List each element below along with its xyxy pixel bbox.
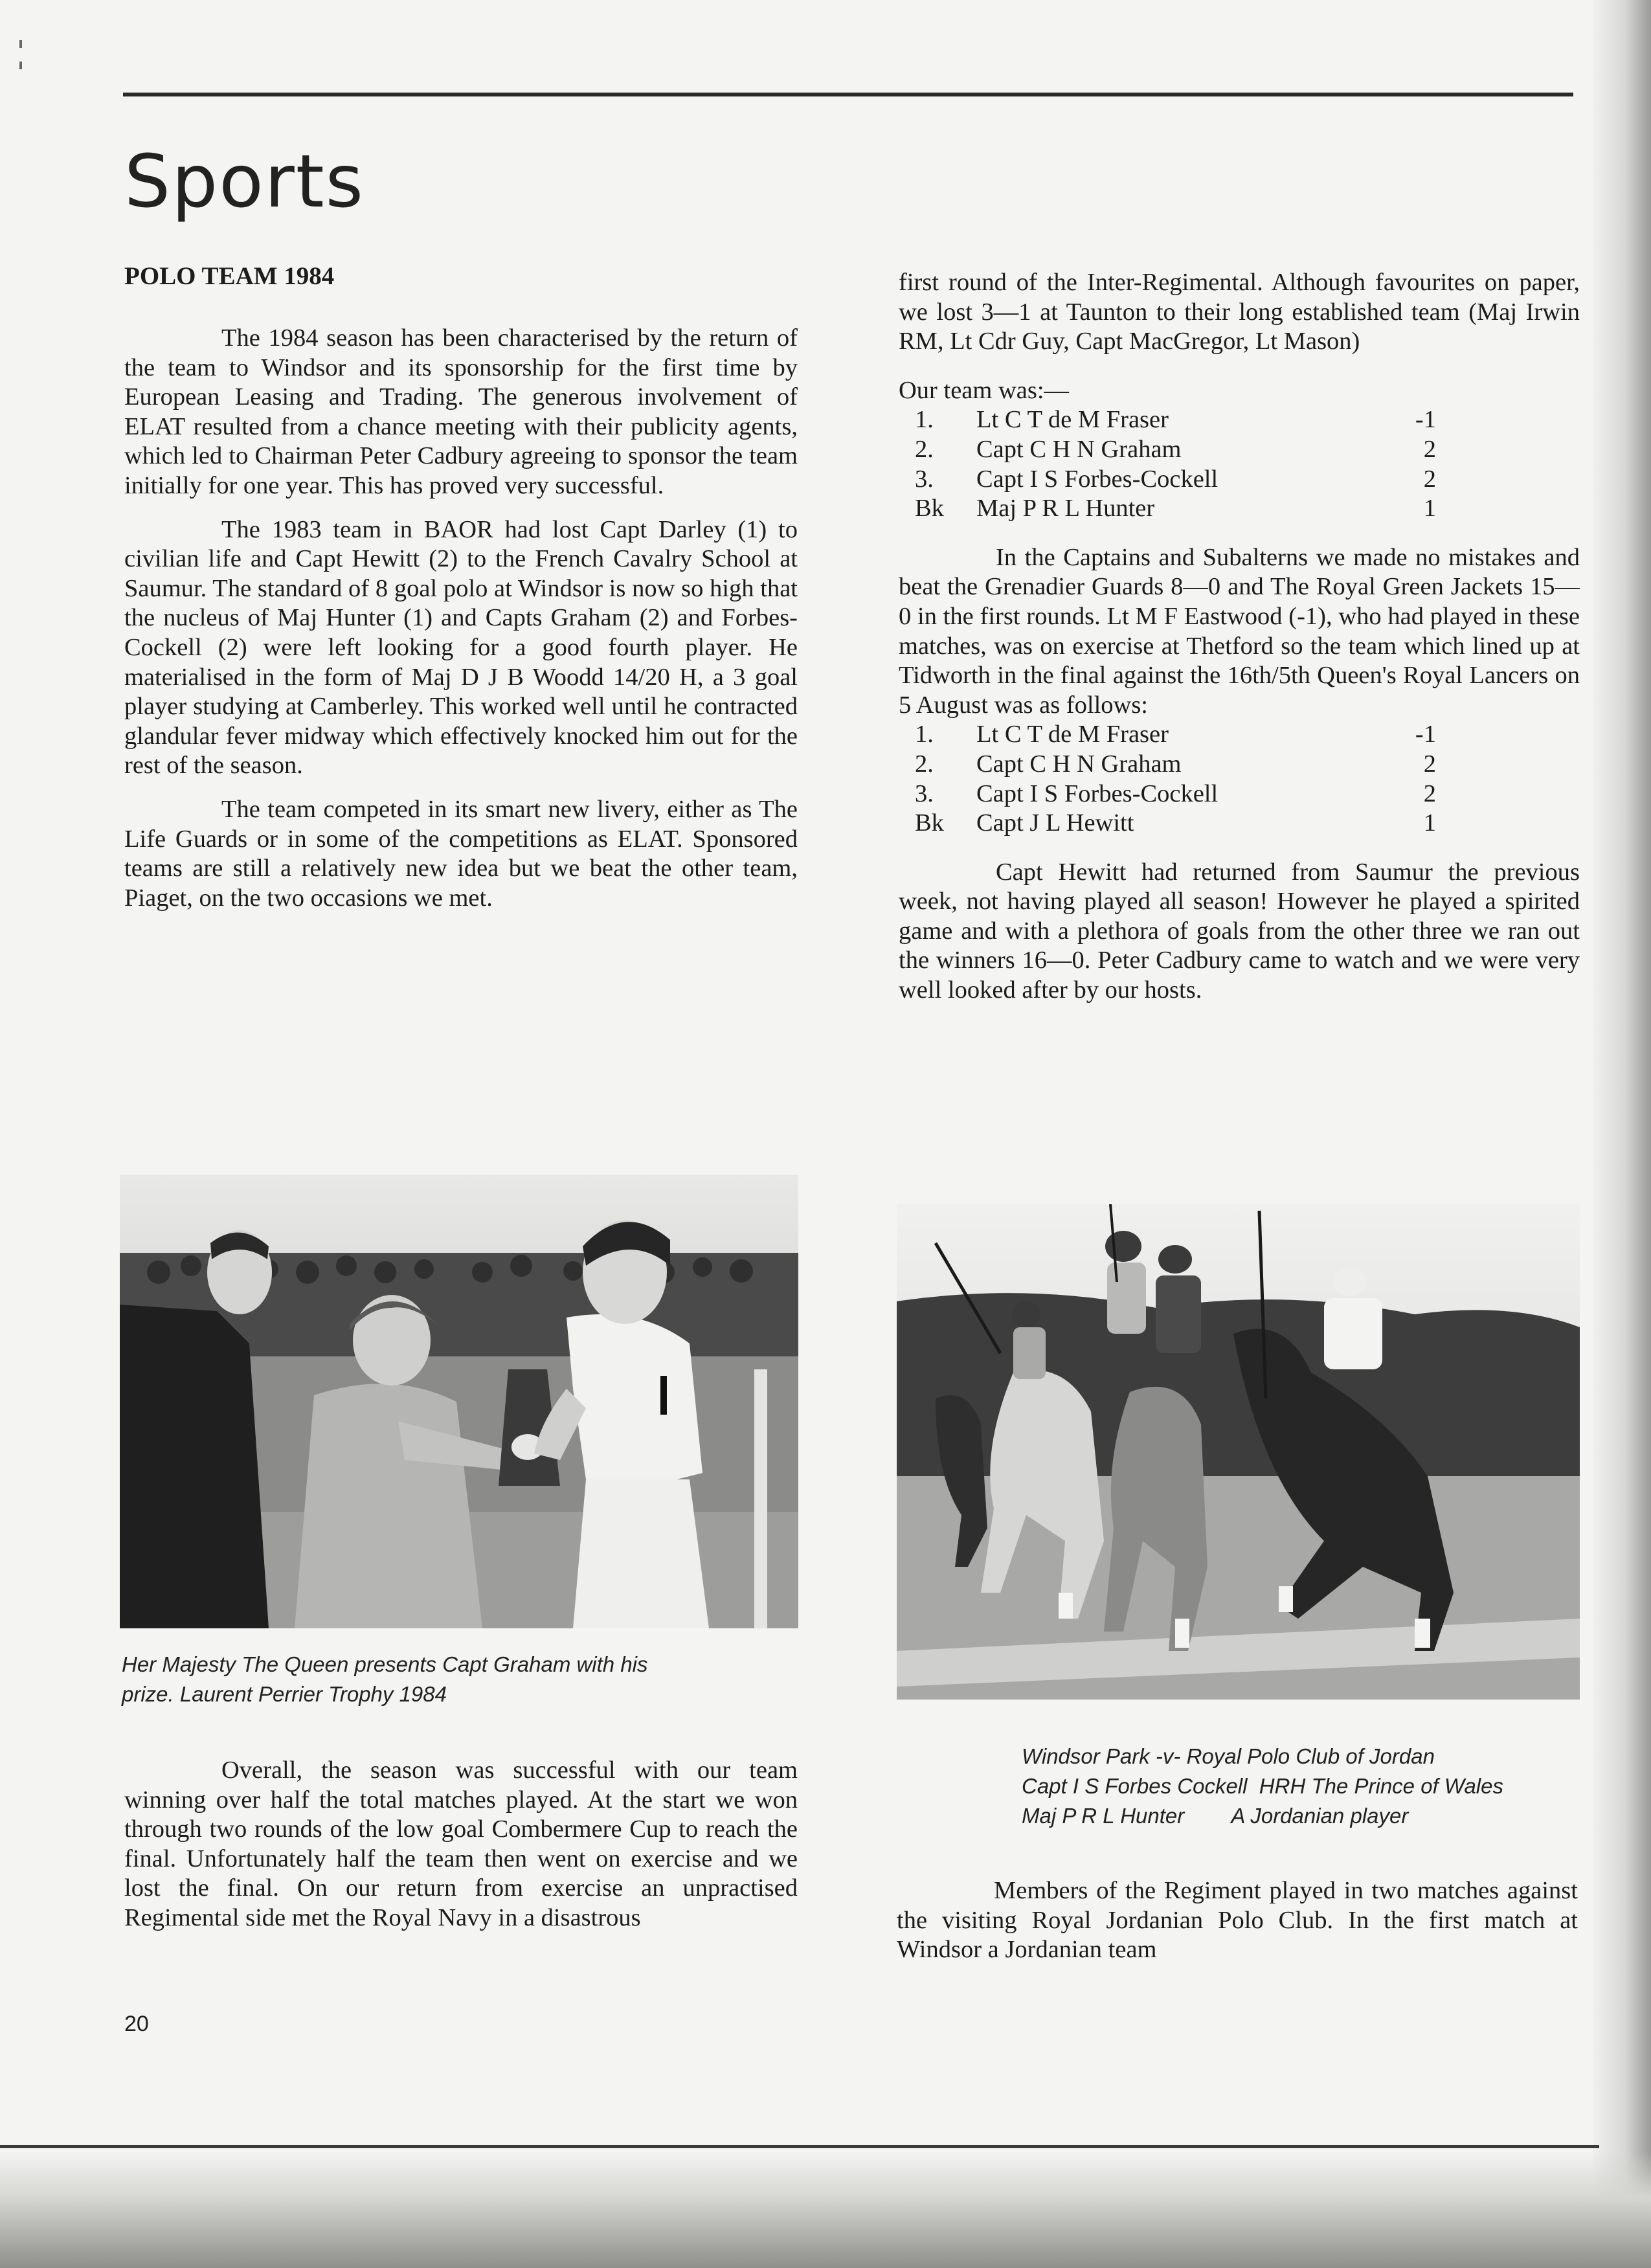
- photo-polo-match: [897, 1204, 1580, 1700]
- table-row: [899, 750, 1462, 780]
- player-name: Capt I S Forbes-Cockell: [976, 780, 1219, 807]
- table-row: [899, 780, 1462, 809]
- player-name: Maj P R L Hunter: [976, 495, 1155, 522]
- trophy-presentation-image: [120, 1175, 798, 1628]
- table-row: [899, 720, 1462, 750]
- caption-line: Capt I S Forbes Cockell HRH The Prince of Wales: [1022, 1774, 1503, 1798]
- right-column-bottom: [897, 1876, 1578, 1965]
- paragraph: The 1984 season has been characterised by the return of the team to Windsor and its sponsorship for the first time by European Leasing and Trading. The generous involvement of ELAT resulted from a chance meeting with their publicity agents, which led to Chairman Peter Cadbury agreeing to sponsor the team initially for one year. This has proved very successful.: [124, 324, 798, 499]
- team-label: Our team was:—: [899, 376, 1070, 404]
- player-handicap: 2: [1423, 780, 1436, 807]
- team-table-inter-regimental: [899, 405, 1462, 523]
- player-name: Capt C H N Graham: [976, 750, 1182, 778]
- left-column-bottom: [124, 1756, 798, 1933]
- player-name: Lt C T de M Fraser: [976, 406, 1169, 434]
- table-row: [899, 809, 1462, 838]
- scan-mark: [19, 62, 22, 69]
- table-row: [899, 435, 1462, 465]
- scan-bottom-edge: [0, 2151, 1651, 2268]
- team-position: Bk: [915, 495, 944, 522]
- player-name: Lt C T de M Fraser: [976, 721, 1169, 748]
- left-photo-caption: [122, 1650, 648, 1709]
- bottom-rule: [0, 2145, 1599, 2148]
- player-handicap: 2: [1423, 435, 1436, 463]
- top-rule: [123, 93, 1573, 96]
- player-handicap: -1: [1415, 721, 1436, 748]
- article-heading: POLO TEAM 1984: [124, 262, 335, 290]
- paragraph: first round of the Inter-Regimental. Although favourites on paper, we lost 3—1 at Taunton to their long established team (Maj Irwin RM, Lt Cdr Guy, Capt MacGregor, Lt Mason): [899, 269, 1580, 355]
- paragraph: Members of the Regiment played in two matches against the visiting Royal Jordanian Polo Club. In the first match at Windsor a Jordanian team: [897, 1877, 1578, 1964]
- page-number: 20: [124, 2012, 149, 2036]
- paragraph: The team competed in its smart new livery, either as The Life Guards or in some of the competitions as ELAT. Sponsored teams are still a relatively new idea but we beat the other team, Piaget, on the two occasions we met.: [124, 795, 798, 912]
- team-position: 3.: [915, 780, 934, 807]
- caption-line: Windsor Park -v- Royal Polo Club of Jordan: [1022, 1744, 1435, 1768]
- team-position: Bk: [915, 809, 944, 837]
- paragraph: In the Captains and Subalterns we made no mistakes and beat the Grenadier Guards 8—0 and The Royal Green Jackets 15—0 in the first rounds. Lt M F Eastwood (-1), who had played in these matches, was on exercise at Thetford so the team which lined up at Tidworth in the final against the 16th/5th Queen's Royal Lancers on 5 August was as follows:: [899, 543, 1580, 719]
- player-name: Capt J L Hewitt: [976, 809, 1134, 837]
- player-handicap: -1: [1415, 406, 1436, 434]
- right-photo-caption: [1022, 1742, 1503, 1831]
- team-position: 2.: [915, 750, 934, 778]
- paragraph: Capt Hewitt had returned from Saumur the previous week, not having played all season! However he played a spirited game and with a plethora of goals from the other three we ran out the winners 16—0. Peter Cadbury came to watch and we were very well looked after by our hosts.: [899, 858, 1580, 1004]
- team-position: 2.: [915, 435, 934, 463]
- polo-match-image: [897, 1204, 1580, 1700]
- scan-page-edge: [1593, 0, 1651, 2268]
- left-column-top: [124, 324, 798, 913]
- page-title: Sports: [124, 140, 365, 224]
- caption-line: prize. Laurent Perrier Trophy 1984: [122, 1682, 447, 1706]
- table-row: [899, 494, 1462, 524]
- team-position: 3.: [915, 465, 934, 493]
- team-position: 1.: [915, 406, 934, 434]
- player-handicap: 1: [1423, 809, 1436, 837]
- photo-trophy-presentation: [120, 1175, 798, 1628]
- team-table-final: [899, 720, 1462, 838]
- player-handicap: 2: [1423, 465, 1436, 493]
- team-position: 1.: [915, 721, 934, 748]
- player-name: Capt C H N Graham: [976, 435, 1182, 463]
- table-row: [899, 465, 1462, 495]
- player-name: Capt I S Forbes-Cockell: [976, 465, 1219, 493]
- player-handicap: 2: [1423, 750, 1436, 778]
- paragraph: Overall, the season was successful with our team winning over half the total matches played. At the start we won through two rounds of the low goal Combermere Cup to reach the final. Unfortunately half the team then went on exercise and we lost the final. On our return from exercise an unpractised Regimental side met the Royal Navy in a disastrous: [124, 1757, 798, 1931]
- paragraph: The 1983 team in BAOR had lost Capt Darley (1) to civilian life and Capt Hewitt (2) to the French Cavalry School at Saumur. The standard of 8 goal polo at Windsor is now so high that the nucleus of Maj Hunter (1) and Capts Graham (2) and Forbes-Cockell (2) were left looking for a good fourth player. He materialised in the form of Maj D J B Woodd 14/20 H, a 3 goal player studying at Camberley. This worked well until he contracted glandular fever midway which effectively knocked him out for the rest of the season.: [124, 515, 798, 780]
- caption-line: Her Majesty The Queen presents Capt Graham with his: [122, 1652, 648, 1676]
- player-handicap: 1: [1423, 495, 1436, 522]
- table-row: [899, 405, 1462, 435]
- right-column-top: [899, 268, 1580, 1005]
- caption-line: Maj P R L Hunter A Jordanian player: [1022, 1804, 1409, 1828]
- scan-mark: [19, 40, 22, 48]
